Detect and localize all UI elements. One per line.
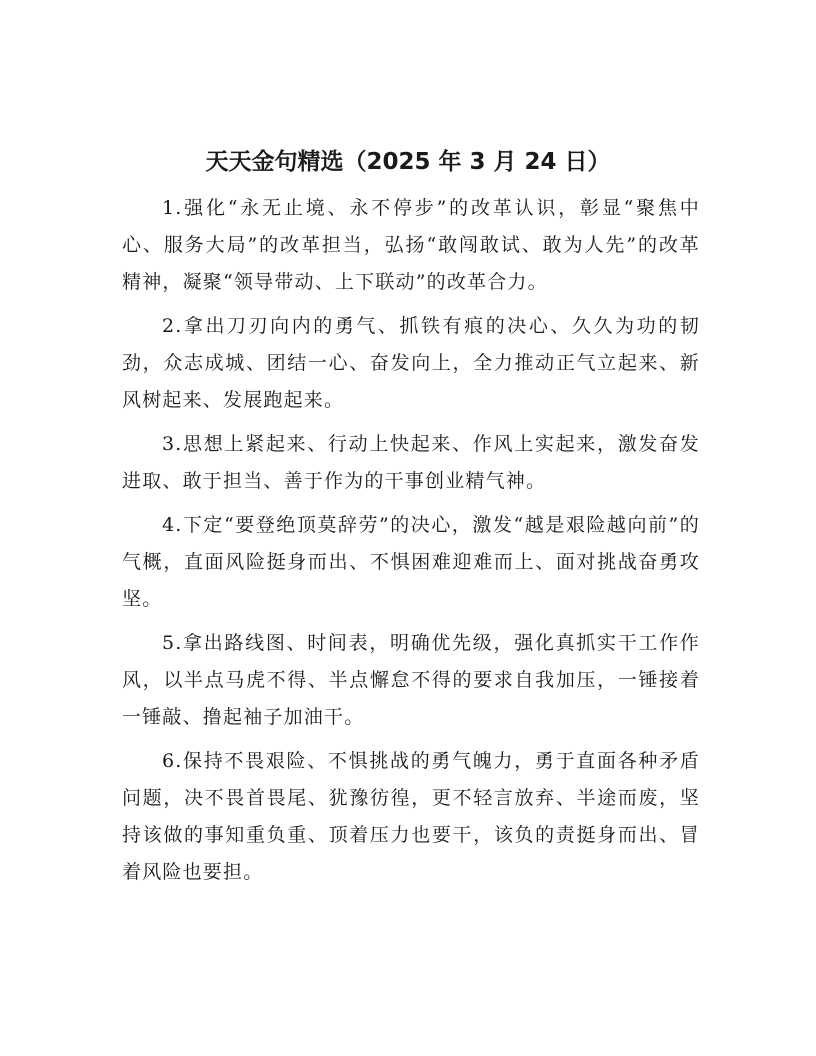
paragraph-4: 4.下定“要登绝顶莫辞劳”的决心，激发“越是艰险越向前”的气概，直面风险挺身而出、不惧困难迎难而上、面对挑战奋勇攻坚。 [122,514,700,610]
paragraph-1: 1.强化“永无止境、永不停步”的改革认识，彰显“聚焦中心、服务大局”的改革担当，弘扬“敢闯敢试、敢为人先”的改革精神，凝聚“领导带动、上下联动”的改革合力。 [122,197,700,293]
paragraph-2: 2.拿出刀刃向内的勇气、抓铁有痕的决心、久久为功的韧劲，众志成城、团结一心、奋发向上，全力推动正气立起来、新风树起来、发展跑起来。 [122,315,700,411]
document-title: 天天金句精选（2025 年 3 月 24 日） [205,149,611,175]
paragraph-3: 3.思想上紧起来、行动上快起来、作风上实起来，激发奋发进取、敢于担当、善于作为的干事创业精气神。 [122,433,700,492]
paragraph-5: 5.拿出路线图、时间表，明确优先级，强化真抓实干工作作风，以半点马虎不得、半点懈怠不得的要求自我加压，一锤接着一锤敲、撸起袖子加油干。 [122,632,700,728]
paragraph-6: 6.保持不畏艰险、不惧挑战的勇气魄力，勇于直面各种矛盾问题，决不畏首畏尾、犹豫彷徨，更不轻言放弃、半途而废，坚持该做的事知重负重、顶着压力也要干，该负的责挺身而出、冒着风险也要担。 [122,750,700,883]
document-body [122,190,700,898]
